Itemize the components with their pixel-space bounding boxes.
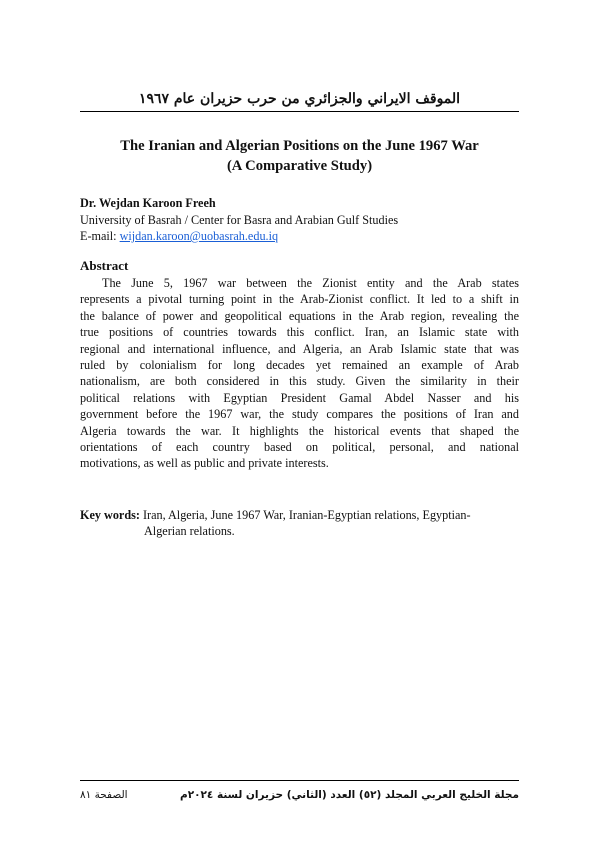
paper-title — [80, 136, 519, 176]
footer-page-number: الصفحة ٨١ — [80, 789, 128, 801]
abstract-body — [80, 275, 519, 472]
author-affiliation: University of Basrah / Center for Basra and Arabian Gulf Studies — [80, 213, 399, 227]
abstract-line: true positions of countries towards this conflict. Iran, an Islamic state with — [80, 325, 519, 340]
footer-divider — [80, 780, 519, 781]
abstract-line: orientations of each country based on political, personal, and national — [80, 439, 519, 454]
keywords-line-2: Algerian relations. — [144, 524, 235, 539]
abstract-line: The June 5, 1967 war between the Zionist entity and the Arab states — [102, 276, 519, 290]
keywords-line-1 — [80, 507, 519, 523]
title-line-2: (A Comparative Study) — [226, 158, 373, 174]
abstract-line: motivations, as well as public and private interests. — [80, 456, 329, 471]
abstract-line: represents a pivotal turning point in the Arab-Zionist conflict. It led to a shift in — [80, 292, 519, 307]
abstract-line: government before the 1967 war, the study compares the positions of Iran and — [80, 407, 519, 422]
abstract-line: nationalism, are both considered in this study. Given the similarity in their — [80, 374, 519, 389]
keywords-label: Key words: — [80, 508, 143, 522]
abstract-line: ruled by colonialism for long decades yet remained an example of Arab — [80, 357, 519, 372]
title-line-1: The Iranian and Algerian Positions on the June 1967 War — [120, 138, 479, 154]
abstract-line: political relations with Egyptian President Gamal Abdel Nasser and his — [80, 390, 519, 405]
header-divider — [80, 111, 519, 112]
abstract-line: regional and international influence, and Algeria, an Arab Islamic state that was — [80, 341, 519, 356]
abstract-line: the balance of power and geopolitical equations in the Arab region, revealing the — [80, 308, 519, 323]
email-link[interactable]: wijdan.karoon@uobasrah.edu.iq — [119, 229, 279, 243]
author-email-row — [80, 228, 278, 244]
abstract-line: Algeria towards the war. It highlights the historical events that shaped the — [80, 423, 519, 438]
keywords-block — [80, 507, 519, 540]
running-header-title: الموقف الايراني والجزائري من حرب حزيران عام ١٩٦٧ — [138, 91, 461, 107]
keywords-text: Iran, Algeria, June 1967 War, Iranian-Egyptian relations, Egyptian- — [142, 508, 471, 522]
abstract-heading: Abstract — [80, 258, 129, 273]
email-label: E-mail: — [80, 229, 120, 243]
footer-journal-info: مجلة الخليج العربي المجلد (٥٢) العدد (الثاني) حزيران لسنة ٢٠٢٤م — [180, 789, 519, 801]
author-name: Dr. Wejdan Karoon Freeh — [80, 196, 216, 210]
